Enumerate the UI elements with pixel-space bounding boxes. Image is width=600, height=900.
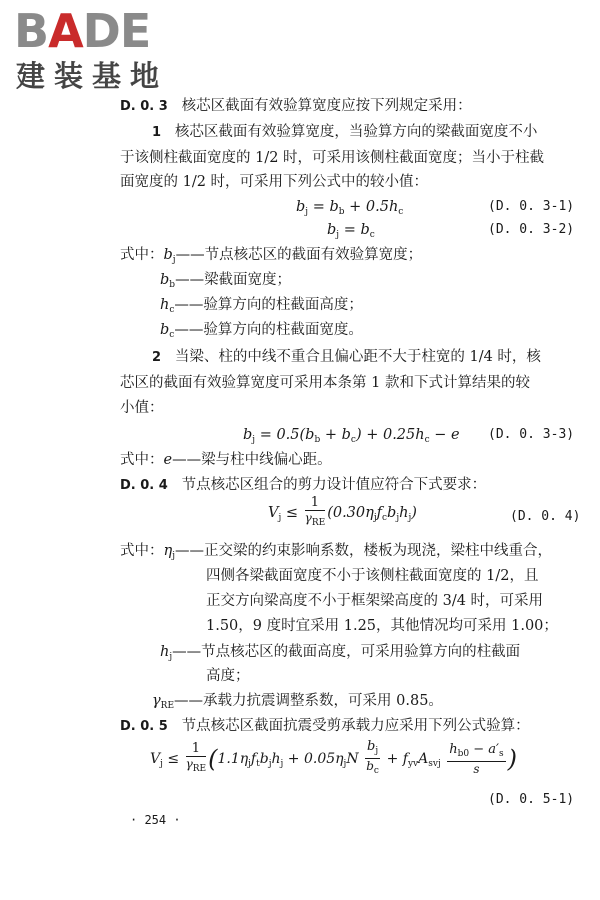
d03-item1-line2: 于该侧柱截面宽度的 1/2 时，可采用该侧柱截面宽度；当小于柱截: [120, 150, 545, 166]
d03-item2-line1: 2 当梁、柱的中线不重合且偏心距不大于柱宽的 1/4 时，核: [152, 349, 541, 365]
definition-bc: $b_c——$验算方向的柱截面宽度。: [160, 322, 363, 340]
definition-eta-line3: 正交方向梁高度不小于框架梁高度的 3/4 时，可采用: [206, 593, 544, 609]
definition-eta-line4: 1.50，9 度时宜采用 1.25，其他情况均可采用 1.00；: [206, 618, 558, 634]
d03-item1-line1: 1 核芯区截面有效验算宽度，当验算方向的梁截面宽度不小: [152, 124, 538, 140]
section-d05-heading: D. 0. 5 节点核芯区截面抗震受剪承载力应采用下列公式验算：: [120, 718, 530, 734]
d03-item2-line2: 芯区的截面有效验算宽度可采用本条第 1 款和下式计算结果的较: [120, 375, 530, 391]
logo-subtitle: 建装基地: [16, 59, 169, 93]
definition-bj: 式中：$b_j——$节点核芯区的截面有效验算宽度；: [120, 247, 423, 265]
d03-item1-line3: 面宽度的 1/2 时，可采用下列公式中的较小值：: [120, 174, 429, 190]
equation-d05-1: $V_j$ ≤ $\frac{1}{\gamma_{RE}}$ ($1.1\eta_jf_tb_jh_j + 0.05\eta_jN$ $\frac{b_j}{b_c}$ + $f_{yv}A_{svj}$ $\frac{h_{b0} - a'_s}{s}$ ): [150, 739, 517, 776]
section-d04-heading: D. 0. 4 节点核芯区组合的剪力设计值应符合下式要求：: [120, 477, 487, 493]
definition-eta-line1: 式中：$\eta_j——$正交梁的约束影响系数，楼板为现浇，梁柱中线重合，: [120, 543, 552, 561]
definition-gamma-re: $\gamma_{RE}——$承载力抗震调整系数，可采用 0.85。: [152, 693, 443, 711]
definition-hj-line2: 高度；: [206, 668, 250, 684]
definition-bb: $b_b——$梁截面宽度；: [160, 272, 292, 290]
definition-eta-line2: 四侧各梁截面宽度不小于该侧柱截面宽度的 1/2，且: [206, 568, 539, 584]
page-number: · 254 ·: [130, 813, 181, 827]
definition-hj-line1: $h_j——$节点核芯区的截面高度，可采用验算方向的柱截面: [160, 644, 521, 662]
equation-number: (D. 0. 3-1): [488, 199, 575, 214]
equation-d04: $V_j$ ≤ $\frac{1}{\gamma_{RE}}$ $(0.30\eta_jf_cb_jh_j)$: [268, 495, 417, 528]
equation-number: (D. 0. 3-3): [488, 427, 575, 442]
equation-number: (D. 0. 5-1): [488, 792, 575, 807]
equation-number: (D. 0. 3-2): [488, 222, 575, 237]
d03-item2-line3: 小值：: [120, 400, 164, 416]
equation-d03-2: $b_j = b_c$: [327, 222, 375, 240]
equation-d03-1: $b_j = b_b + 0.5h_c$: [296, 199, 404, 217]
definition-e: 式中：e——梁与柱中线偏心距。: [120, 452, 332, 468]
section-d03-heading: D. 0. 3 核芯区截面有效验算宽度应按下列规定采用：: [120, 98, 472, 114]
logo-wordmark: BADE: [14, 4, 151, 58]
equation-number: (D. 0. 4): [510, 509, 581, 524]
equation-d03-3: $b_j = 0.5(b_b + b_c) + 0.25h_c - e$: [243, 427, 460, 445]
bade-logo: [14, 4, 184, 93]
definition-hc: $h_c——$验算方向的柱截面高度；: [160, 297, 363, 315]
